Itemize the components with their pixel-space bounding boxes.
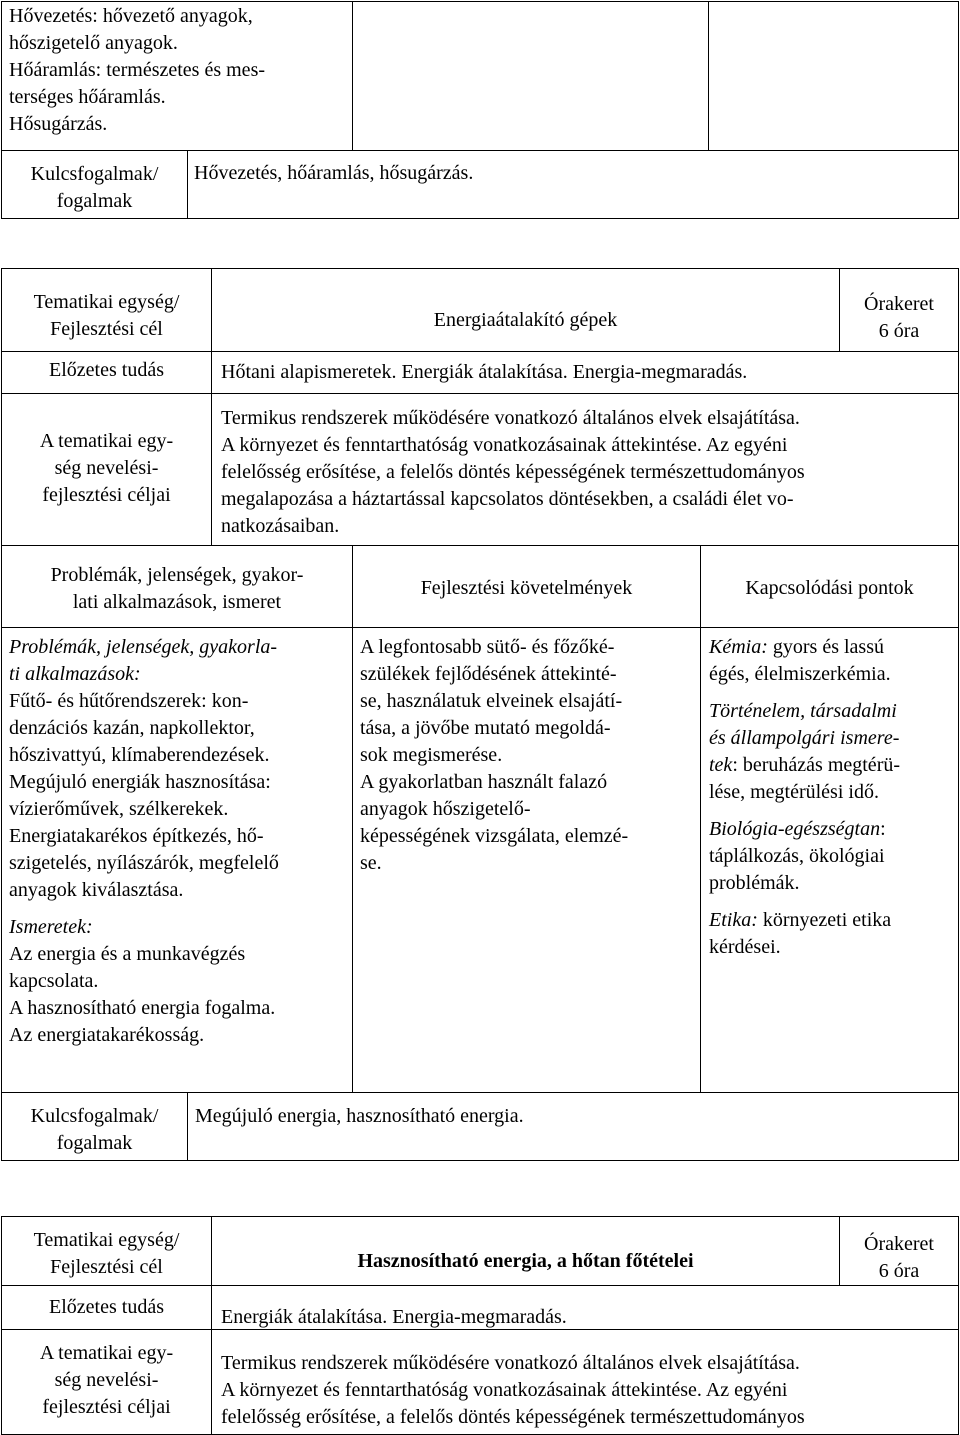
s2-col1-content bbox=[1, 627, 353, 1093]
s2-kulcs-label bbox=[1, 1092, 188, 1161]
col1-line: Energiatakarékos építkezés, hő- bbox=[9, 825, 264, 847]
ismeretek-line: Az energia és a munkavégzés bbox=[9, 943, 246, 965]
kapcs-text: problémák. bbox=[709, 872, 800, 894]
kapcs-text: környezeti etika bbox=[757, 909, 892, 931]
col1-header-line: lati alkalmazások, ismeret bbox=[72, 591, 282, 613]
s3-title: Hasznosítható energia, a hőtan főtételei bbox=[211, 1216, 840, 1286]
s1-table bbox=[0, 0, 960, 220]
s1-mid-cell bbox=[352, 1, 709, 151]
subject-name: tek bbox=[709, 754, 733, 776]
col2-line: sok megismerése. bbox=[360, 744, 503, 766]
kulcs-label-line: fogalmak bbox=[56, 190, 133, 212]
s3-tema-label bbox=[1, 1216, 212, 1286]
s1-left-line: terséges hőáramlás. bbox=[9, 86, 166, 108]
s2-kulcs-value: Megújuló energia, hasznosítható energia. bbox=[187, 1092, 959, 1161]
s1-kulcs-label bbox=[1, 150, 188, 219]
kulcs-label-line: Kulcsfogalmak/ bbox=[30, 163, 159, 185]
col1-line: anyagok kiválasztása. bbox=[9, 879, 184, 901]
celjai-line: Termikus rendszerek működésére vonatkozó általános elvek elsajátítása. bbox=[221, 407, 800, 429]
col1-line: szigetelés, nyílászárók, megfelelő bbox=[9, 852, 279, 874]
celjai-line: A környezet és fenntarthatóság vonatkozásainak áttekintése. Az egyéni bbox=[221, 434, 788, 456]
celjai-line: natkozásaiban. bbox=[221, 515, 340, 537]
s2-title: Energiaátalakító gépek bbox=[211, 268, 840, 352]
celjai-label-line: fejlesztési céljai bbox=[42, 484, 171, 506]
kapcs-text: : beruházás megtérü- bbox=[732, 754, 901, 776]
celjai-label-line: ség nevelési- bbox=[54, 457, 159, 479]
s2-elozetes-value: Hőtani alapismeretek. Energiák átalakítása. Energia-megmaradás. bbox=[211, 351, 959, 394]
kapcsolodas-etika bbox=[709, 907, 958, 961]
col2-line: képességének vizsgálata, elemzé- bbox=[360, 825, 629, 847]
kapcs-text: lése, megtérülési idő. bbox=[709, 781, 879, 803]
celjai-line: felelősség erősítése, a felelős döntés képességének természettudományos bbox=[221, 1406, 805, 1428]
s1-left-cell bbox=[1, 1, 353, 151]
s3-elozetes-label: Előzetes tudás bbox=[1, 1285, 212, 1330]
ismeretek-line: A hasznosítható energia fogalma. bbox=[9, 997, 276, 1019]
orakeret-label: Órakeret bbox=[864, 293, 934, 315]
col1-intro-line: ti alkalmazások: bbox=[9, 663, 141, 685]
celjai-label-line: fejlesztési céljai bbox=[42, 1396, 171, 1418]
s1-kulcs-value: Hővezetés, hőáramlás, hősugárzás. bbox=[194, 162, 474, 184]
kapcsolodas-tortenelem bbox=[709, 698, 958, 806]
subject-name: Kémia: bbox=[709, 636, 768, 658]
s1-left-line: Hősugárzás. bbox=[9, 113, 108, 135]
col1-line: denzációs kazán, napkollektor, bbox=[9, 717, 255, 739]
s1-left-line: Hőáramlás: természetes és mes- bbox=[9, 59, 266, 81]
s1-left-line: Hővezetés: hővezető anyagok, bbox=[9, 5, 253, 27]
kapcs-text: kérdései. bbox=[709, 936, 781, 958]
kapcsolodas-biologia bbox=[709, 816, 958, 897]
celjai-line: megalapozása a háztartással kapcsolatos döntésekben, a családi élet vo- bbox=[221, 488, 794, 510]
kapcs-text: : bbox=[880, 818, 886, 840]
s3-elozetes-value: Energiák átalakítása. Energia-megmaradás. bbox=[211, 1285, 959, 1330]
col1-line: Fűtő- és hűtőrendszerek: kon- bbox=[9, 690, 249, 712]
orakeret-label: Órakeret bbox=[864, 1233, 934, 1255]
s1-left-text bbox=[2, 2, 352, 140]
celjai-label-line: A tematikai egy- bbox=[39, 1342, 174, 1364]
celjai-line: A környezet és fenntarthatóság vonatkozásainak áttekintése. Az egyéni bbox=[221, 1379, 788, 1401]
col2-line: se, használatuk elveinek elsajátí- bbox=[360, 690, 623, 712]
kapcs-text: táplálkozás, ökológiai bbox=[709, 845, 885, 867]
s2-col3-content bbox=[700, 627, 959, 1093]
tema-label-line: Tematikai egység/ bbox=[33, 1229, 180, 1251]
col1-header-line: Problémák, jelenségek, gyakor- bbox=[50, 564, 304, 586]
s2-celjai-label bbox=[1, 393, 212, 546]
subject-name: Történelem, társadalmi bbox=[709, 700, 897, 722]
celjai-label-line: A tematikai egy- bbox=[39, 430, 174, 452]
kulcs-label-line: fogalmak bbox=[56, 1132, 133, 1154]
col1-intro-line: Problémák, jelenségek, gyakorla- bbox=[9, 636, 278, 658]
tema-label-line: Fejlesztési cél bbox=[50, 1256, 163, 1278]
tema-label-line: Fejlesztési cél bbox=[50, 318, 163, 340]
s2-tema-label bbox=[1, 268, 212, 352]
ismeretek-label: Ismeretek: bbox=[9, 916, 93, 938]
subject-name: Etika: bbox=[709, 909, 758, 931]
s1-right-cell bbox=[708, 1, 959, 151]
s3-orakeret bbox=[839, 1216, 959, 1286]
col1-line: vízierőművek, szélkerekek. bbox=[9, 798, 229, 820]
celjai-line: Termikus rendszerek működésére vonatkozó általános elvek elsajátítása. bbox=[221, 1352, 800, 1374]
s2-elozetes-label: Előzetes tudás bbox=[1, 351, 212, 394]
col2-line: szülékek fejlődésének áttekinté- bbox=[360, 663, 617, 685]
kapcs-text: égés, élelmiszerkémia. bbox=[709, 663, 891, 685]
tema-label-line: Tematikai egység/ bbox=[33, 291, 180, 313]
col2-line: A gyakorlatban használt falazó bbox=[360, 771, 608, 793]
celjai-label-line: ség nevelési- bbox=[54, 1369, 159, 1391]
s2-col3-header: Kapcsolódási pontok bbox=[700, 545, 959, 628]
col2-line: tása, a jövőbe mutató megoldá- bbox=[360, 717, 611, 739]
s2-table bbox=[0, 268, 960, 1161]
kapcsolodas-kemia bbox=[709, 634, 958, 688]
s1-left-line: hőszigetelő anyagok. bbox=[9, 32, 178, 54]
kapcs-text: gyors és lassú bbox=[767, 636, 884, 658]
s2-col2-header: Fejlesztési követelmények bbox=[352, 545, 701, 628]
ismeretek-line: kapcsolata. bbox=[9, 970, 99, 992]
col2-line: A legfontosabb sütő- és főzőké- bbox=[360, 636, 615, 658]
celjai-line: felelősség erősítése, a felelős döntés képességének természettudományos bbox=[221, 461, 805, 483]
col2-line: se. bbox=[360, 852, 382, 874]
orakeret-value: 6 óra bbox=[878, 1260, 920, 1282]
s3-celjai-label bbox=[1, 1329, 212, 1435]
s2-orakeret bbox=[839, 268, 959, 352]
subject-name: és állampolgári ismere- bbox=[709, 727, 900, 749]
s2-col2-content bbox=[352, 627, 701, 1093]
orakeret-value: 6 óra bbox=[878, 320, 920, 342]
s3-table bbox=[0, 1216, 960, 1434]
col2-line: anyagok hőszigetelő- bbox=[360, 798, 531, 820]
subject-name: Biológia-egészségtan bbox=[709, 818, 881, 840]
col1-line: Megújuló energiák hasznosítása: bbox=[9, 771, 271, 793]
ismeretek-line: Az energiatakarékosság. bbox=[9, 1024, 205, 1046]
s3-celjai-value bbox=[211, 1329, 959, 1435]
kulcs-label-line: Kulcsfogalmak/ bbox=[30, 1105, 159, 1127]
s2-celjai-value bbox=[211, 393, 959, 546]
col1-line: hőszivattyú, klímaberendezések. bbox=[9, 744, 270, 766]
s2-col1-header bbox=[1, 545, 353, 628]
